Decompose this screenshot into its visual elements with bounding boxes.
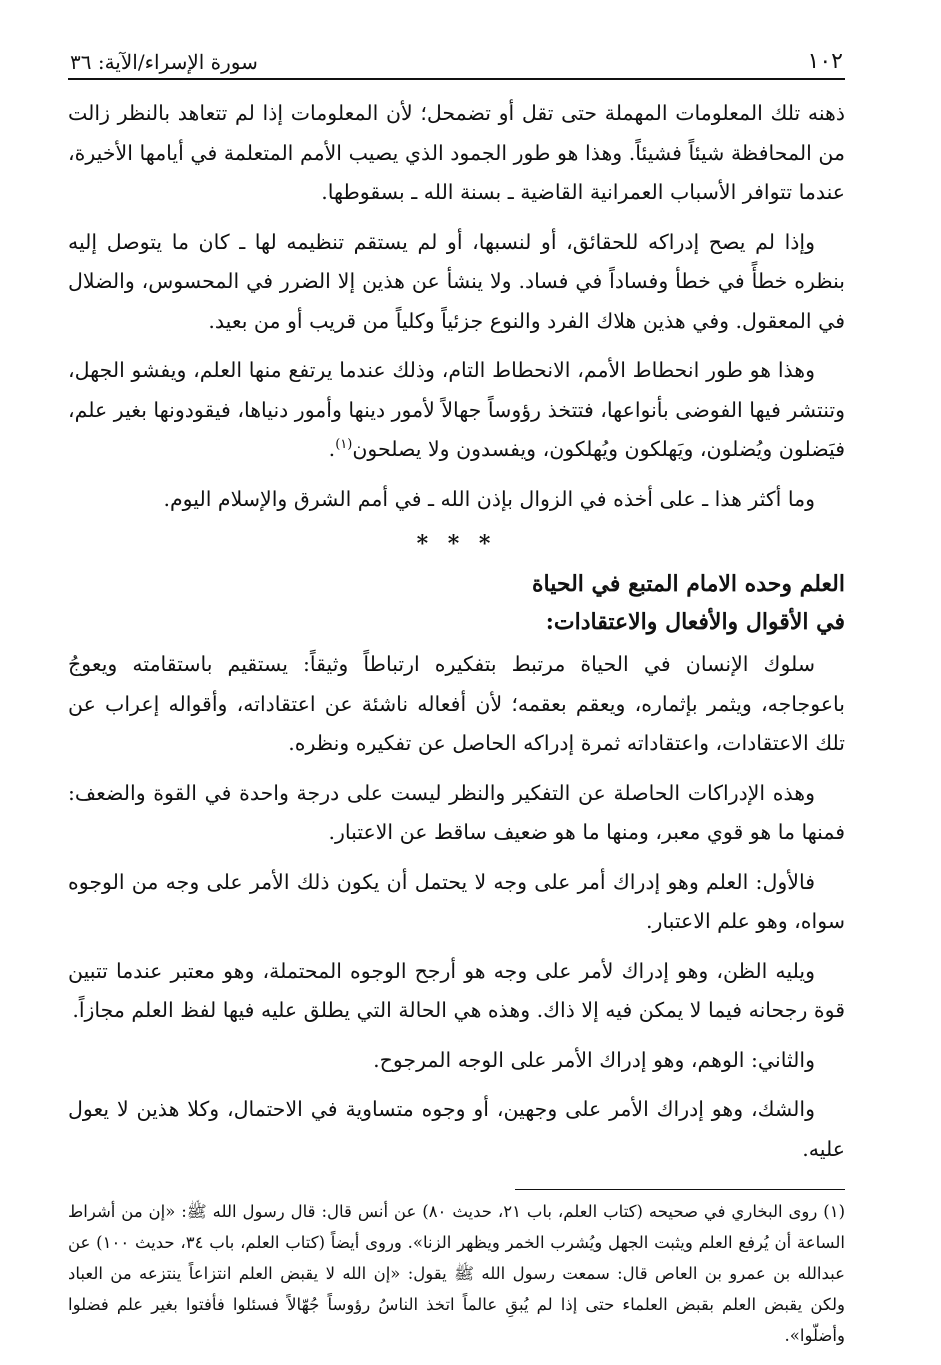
footnote-text: روى البخاري في صحيحه (كتاب العلم، باب ٢١، حديث ٨٠) عن أنس قال: قال رسول الله ﷺ: «إن من أشراط الساعة أن يُرفع العلم ويثبت الجهل ويُشرب الخمر ويظهر الزنا». وروى أيضاً (كتاب العلم، باب ٣٤، حديث ١٠٠) عن عبدالله بن عمرو بن العاص قال: سمعت رسول الله ﷺ يقول: «إن الله لا يقبض العلم انتزاعاً ينتزعه من العباد ولكن يقبض العلم بقبض العلماء حتى إذا لم يُبقِ عالماً اتخذ الناسُ رؤوساً جُهّالاً فسئلوا فأفتوا بغير علم فضلوا وأضلّوا». — [68, 1202, 845, 1345]
paragraph: سلوك الإنسان في الحياة مرتبط بتفكيره ارتباطاً وثيقاً: يستقيم باستقامته ويعوجُ باعوجاجه، ويثمر بإثماره، ويعقم بعقمه؛ لأن أفعاله ناشئة عن اعتقاداته، وأقواله إعراب عن تلك الاعتقادات، واعتقاداته ثمرة إدراكه الحاصل عن تفكيره ونظره. — [68, 652, 845, 755]
page-number: ١٠٢ — [807, 49, 843, 74]
paragraph: ويليه الظن، وهو إدراك لأمر على وجه هو أرجح الوجوه المحتملة، وهو معتبر عندما تتبين قوة رجحانه فيما لا يمكن فيه إلا ذاك. وهذه هي الحالة التي يطلق عليه فيها لفظ العلم مجازاً. — [68, 958, 845, 1022]
paragraph-text: وهذا هو طور انحطاط الأمم، الانحطاط التام، وذلك عندما يرتفع منها العلم، ويفشو الجهل، وتنتشر فيها الفوضى بأنواعها، فتتخذ رؤوساً جهالاً لأمور دينها وأمور دنياها، فيقودونها بغير علم، فيَضلون ويُضلون، ويَهلكون ويُهلكون، ويفسدون ولا يصلحون — [68, 358, 845, 461]
running-header — [68, 40, 845, 80]
section-separator: * * * — [416, 531, 497, 557]
main-text — [68, 94, 845, 1169]
footnote — [68, 1196, 845, 1351]
section-subheading: في الأقوال والأفعال والاعتقادات: — [545, 609, 845, 635]
footnote-number: (١) — [823, 1202, 845, 1221]
section-heading: العلم وحده الامام المتبع في الحياة — [532, 571, 845, 597]
paragraph: والثاني: الوهم، وهو إدراك الأمر على الوجه المرجوح. — [373, 1047, 815, 1072]
paragraph: وهذه الإدراكات الحاصلة عن التفكير والنظر ليست على درجة واحدة في القوة والضعف: فمنها ما هو قوي معبر، ومنها ما هو ضعيف ساقط عن الاعتبار. — [68, 780, 845, 844]
footnote-divider — [515, 1189, 845, 1190]
surah-title: سورة الإسراء/الآية: ٣٦ — [70, 50, 258, 74]
paragraph — [68, 351, 845, 470]
paragraph-end: . — [328, 437, 336, 461]
paragraph: وإذا لم يصح إدراكه للحقائق، أو لنسبها، أو لم يستقم تنظيمه لها ـ كان ما يتوصل إليه بنظره خطأً في خطأ وفساداً في فساد. ولا ينشأ عن هذين إلا الضرر في المحسوس، والضلال في المعقول. وفي هذين هلاك الفرد والنوع جزئياً وكلياً من قريب أو من بعيد. — [68, 229, 845, 333]
paragraph: والشك، وهو إدراك الأمر على وجهين، أو وجوه متساوية في الاحتمال، وكلا هذين لا يعول عليه. — [68, 1097, 845, 1161]
paragraph: فالأول: العلم وهو إدراك أمر على وجه لا يحتمل أن يكون ذلك الأمر على وجه من الوجوه سواه، وهو علم الاعتبار. — [68, 869, 845, 933]
paragraph: وما أكثر هذا ـ على أخذه في الزوال بإذن الله ـ في أمم الشرق والإسلام اليوم. — [163, 486, 815, 511]
footnote-reference[interactable]: (١) — [335, 437, 353, 453]
paragraph: ذهنه تلك المعلومات المهملة حتى تقل أو تضمحل؛ لأن المعلومات إذا لم تتعاهد بالنظر زالت من المحافظة شيئاً فشيئاً. وهذا هو طور الجمود الذي يصيب الأمم المتعلمة في أيامها الأخيرة، عندما تتوافر الأسباب العمرانية القاضية ـ بسنة الله ـ بسقوطها. — [68, 101, 845, 204]
book-page — [68, 40, 845, 1345]
